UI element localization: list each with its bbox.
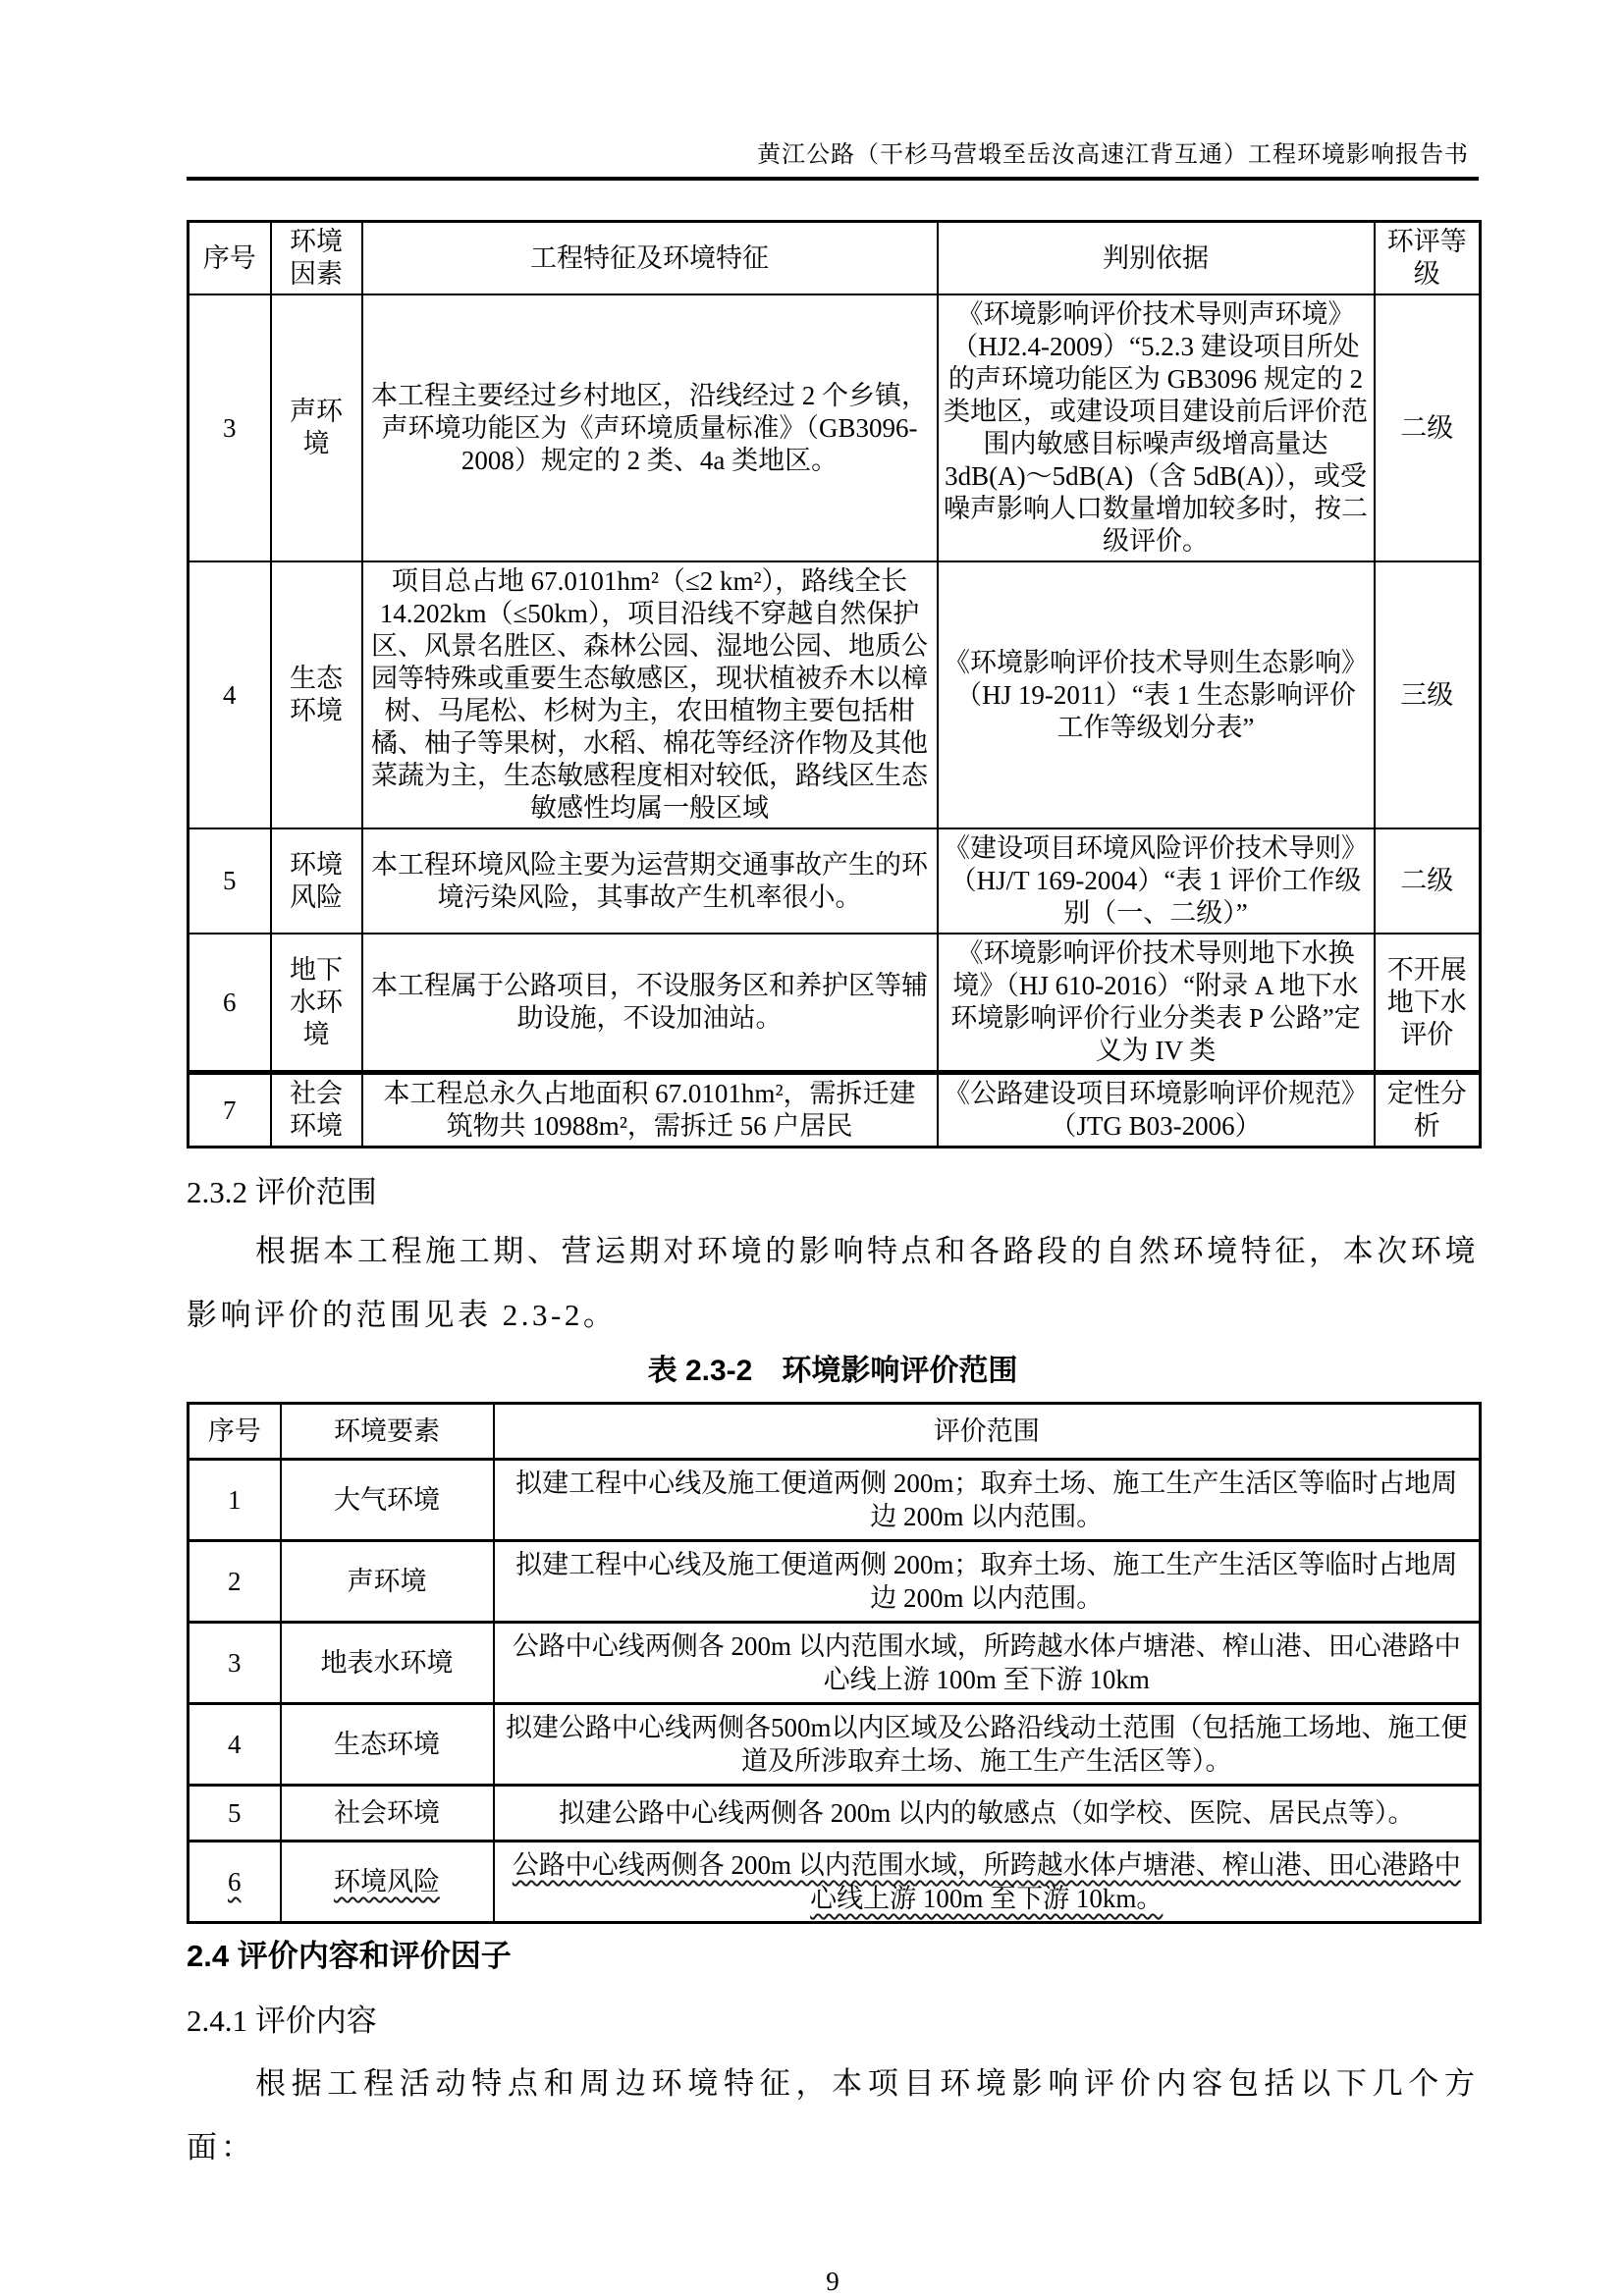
cell-level: 二级 [1375, 294, 1481, 561]
cell-seq: 2 [189, 1541, 281, 1623]
column-header-seq: 序号 [189, 222, 271, 295]
page-content [187, 0, 1479, 2296]
cell-feature: 本工程总永久占地面积 67.0101hm²，需拆迁建筑物共 10988m²，需拆迁 56 户居民 [362, 1073, 938, 1148]
table-row [189, 1541, 1481, 1623]
column-header-level: 环评等级 [1375, 222, 1481, 295]
screening-level-table [187, 220, 1482, 1148]
cell-basis: 《公路建设项目环境影响评价规范》（JTG B03-2006） [938, 1073, 1375, 1148]
cell-level: 二级 [1375, 828, 1481, 934]
cell-basis: 《环境影响评价技术导则生态影响》（HJ 19-2011）“表 1 生态影响评价工作等级划分表” [938, 561, 1375, 828]
table-row [189, 1786, 1481, 1842]
page-number: 9 [826, 2267, 839, 2296]
cell-feature: 本工程主要经过乡村地区，沿线经过 2 个乡镇，声环境功能区为《声环境质量标准》（GB3096-2008）规定的 2 类、4a 类地区。 [362, 294, 938, 561]
cell-element: 声环境 [281, 1541, 494, 1623]
column-header-basis: 判别依据 [938, 222, 1375, 295]
cell-factor: 地下水环境 [271, 934, 362, 1073]
cell-scope [494, 1842, 1481, 1923]
cell-seq: 6 [189, 934, 271, 1073]
cell-factor: 社会环境 [271, 1073, 362, 1148]
table-header-row [189, 1404, 1481, 1460]
table-row-flagged [189, 1842, 1481, 1923]
report-header-title: 黄江公路（干杉马营塅至岳汝高速江背互通）工程环境影响报告书 [757, 142, 1469, 168]
cell-seq: 4 [189, 1704, 281, 1786]
body-paragraph-scope: 根据本工程施工期、营运期对环境的影响特点和各路段的自然环境特征，本次环境影响评价的范围见表 2.3-2。 [187, 1234, 1479, 1332]
cell-seq: 1 [189, 1460, 281, 1541]
table-row [189, 1704, 1481, 1786]
cell-seq [189, 1842, 281, 1923]
cell-scope: 拟建工程中心线及施工便道两侧 200m；取弃土场、施工生产生活区等临时占地周边 200m 以内范围。 [494, 1541, 1481, 1623]
cell-level: 三级 [1375, 561, 1481, 828]
cell-feature: 项目总占地 67.0101hm²（≤2 km²），路线全长 14.202km（≤50km），项目沿线不穿越自然保护区、风景名胜区、森林公园、湿地公园、地质公园等特殊或重要生态敏感区，现状植被乔木以樟树、马尾松、杉树为主，农田植物主要包括柑橘、柚子等果树，水稻、棉花等经济作物及其他菜蔬为主，生态敏感程度相对较低，路线区生态敏感性均属一般区域 [362, 561, 938, 828]
wavy-underlined-text: 环境风险 [334, 1867, 440, 1896]
cell-scope: 拟建工程中心线及施工便道两侧 200m；取弃土场、施工生产生活区等临时占地周边 200m 以内范围。 [494, 1460, 1481, 1541]
cell-seq: 3 [189, 1623, 281, 1704]
table-row [189, 1623, 1481, 1704]
cell-basis: 《环境影响评价技术导则地下水换境》（HJ 610-2016）“附录 A 地下水环境影响评价行业分类表 P 公路”定义为 IV 类 [938, 934, 1375, 1073]
table-caption: 表 2.3-2 环境影响评价范围 [647, 1355, 1018, 1387]
cell-level: 定性分析 [1375, 1073, 1481, 1148]
cell-basis: 《建设项目环境风险评价技术导则》（HJ/T 169-2004）“表 1 评价工作级别（一、二级）” [938, 828, 1375, 934]
cell-level: 不开展地下水评价 [1375, 934, 1481, 1073]
cell-seq: 5 [189, 828, 271, 934]
cell-feature: 本工程属于公路项目，不设服务区和养护区等辅助设施，不设加油站。 [362, 934, 938, 1073]
cell-seq: 7 [189, 1073, 271, 1148]
table-row [189, 1460, 1481, 1541]
cell-seq: 3 [189, 294, 271, 561]
column-header-element: 环境要素 [281, 1404, 494, 1460]
table-header-row [189, 222, 1481, 295]
column-header-factor: 环境因素 [271, 222, 362, 295]
column-header-seq: 序号 [189, 1404, 281, 1460]
header-divider [187, 177, 1479, 181]
cell-scope: 公路中心线两侧各 200m 以内范围水域，所跨越水体卢塘港、榨山港、田心港路中心线上游 100m 至下游 10km [494, 1623, 1481, 1704]
wavy-underlined-text: 公路中心线两侧各 200m 以内范围水域，所跨越水体卢塘港、榨山港、田心港路中心线上游 100m 至下游 10km。 [512, 1850, 1461, 1913]
cell-seq: 4 [189, 561, 271, 828]
body-paragraph-content: 根据工程活动特点和周边环境特征，本项目环境影响评价内容包括以下几个方面： [187, 2066, 1479, 2164]
cell-feature: 本工程环境风险主要为运营期交通事故产生的环境污染风险，其事故产生机率很小。 [362, 828, 938, 934]
wavy-underlined-text: 6 [228, 1867, 242, 1896]
cell-basis: 《环境影响评价技术导则声环境》（HJ2.4-2009）“5.2.3 建设项目所处的声环境功能区为 GB3096 规定的 2 类地区，或建设项目建设前后评价范围内敏感目标噪声级增高量达 3dB(A)～5dB(A)（含 5dB(A)），或受噪声影响人口数量增加较多时，按二级评价。 [938, 294, 1375, 561]
assessment-scope-table [187, 1402, 1482, 1924]
cell-factor: 声环境 [271, 294, 362, 561]
cell-element: 生态环境 [281, 1704, 494, 1786]
cell-element: 地表水环境 [281, 1623, 494, 1704]
table-row [189, 294, 1481, 561]
cell-scope: 拟建公路中心线两侧各500m以内区域及公路沿线动土范围（包括施工场地、施工便道及所涉取弃土场、施工生产生活区等）。 [494, 1704, 1481, 1786]
table-row [189, 1073, 1481, 1148]
cell-element: 大气环境 [281, 1460, 494, 1541]
column-header-scope: 评价范围 [494, 1404, 1481, 1460]
cell-element [281, 1842, 494, 1923]
cell-scope: 拟建公路中心线两侧各 200m 以内的敏感点（如学校、医院、居民点等）。 [494, 1786, 1481, 1842]
table-row [189, 934, 1481, 1073]
section-heading-2-3-2: 2.3.2 评价范围 [187, 1175, 377, 1209]
table-row [189, 561, 1481, 828]
cell-element: 社会环境 [281, 1786, 494, 1842]
cell-factor: 生态环境 [271, 561, 362, 828]
section-heading-2-4-1: 2.4.1 评价内容 [187, 2003, 377, 2038]
section-heading-2-4: 2.4 评价内容和评价因子 [187, 1939, 512, 1973]
cell-factor: 环境风险 [271, 828, 362, 934]
cell-seq: 5 [189, 1786, 281, 1842]
column-header-feature: 工程特征及环境特征 [362, 222, 938, 295]
table-row [189, 828, 1481, 934]
